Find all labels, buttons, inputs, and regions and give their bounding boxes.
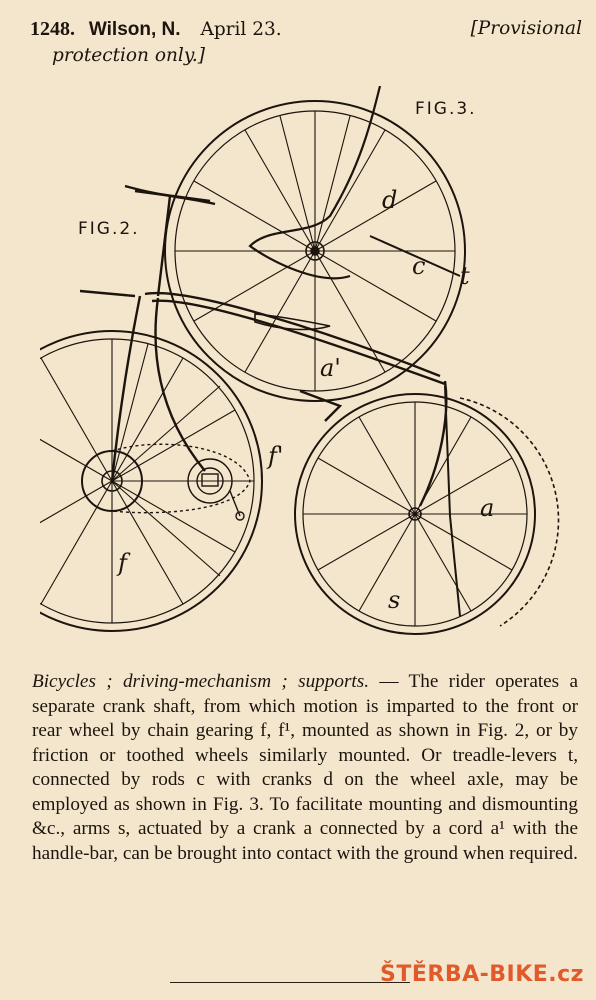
provisional-note-end: protection only.] (52, 45, 205, 66)
patent-number: 1248. (30, 18, 75, 40)
label-a: a (480, 494, 495, 522)
abstract-subject: Bicycles ; driving-mechanism ; supports. (32, 671, 370, 692)
inventor-name: Wilson, N. (88, 19, 181, 40)
fig2-chain-gearing (112, 444, 250, 520)
fig3-wheel (165, 86, 465, 401)
patent-header (30, 16, 582, 69)
abstract-body: — The rider operates a separate crank shaft, from which motion is imparted to the front or rear wheel by chain gearing f, f¹, mounted as shown in Fig. 2, or by friction or toothed wheels similarly mounted. Or treadle-levers t, connected by rods c with cranks d on the wheel axle, may be employed as shown in Fig. 3. To facilitate mounting and dismounting &c., arms s, actuated by a crank a connected by a cord a¹ with the handle-bar, can be brought into contact with the ground when required. (32, 671, 578, 864)
fig3-label: FIG.3. (415, 99, 477, 119)
label-t: t (460, 262, 470, 290)
patent-abstract (32, 670, 578, 866)
watermark-brand: ŠTĚRBA (380, 962, 480, 987)
fig2-rear-wheel (295, 394, 558, 634)
label-f1: f' (268, 442, 284, 470)
site-watermark (380, 962, 584, 987)
label-s: s (388, 586, 401, 614)
header-line-1 (30, 16, 582, 43)
fig2-front-wheel (40, 331, 262, 631)
patent-drawing (40, 86, 560, 646)
footer-rule (170, 982, 410, 983)
label-d: d (382, 186, 398, 214)
watermark-suffix: -BIKE.cz (479, 962, 584, 987)
bicycle-drawing (40, 86, 560, 646)
label-a1: a' (320, 354, 341, 382)
provisional-note: [Provisional (470, 18, 582, 39)
label-c: c (412, 252, 426, 280)
label-f: f (118, 549, 127, 577)
fig2-label: FIG.2. (78, 219, 140, 239)
patent-date: April 23. (200, 19, 282, 40)
